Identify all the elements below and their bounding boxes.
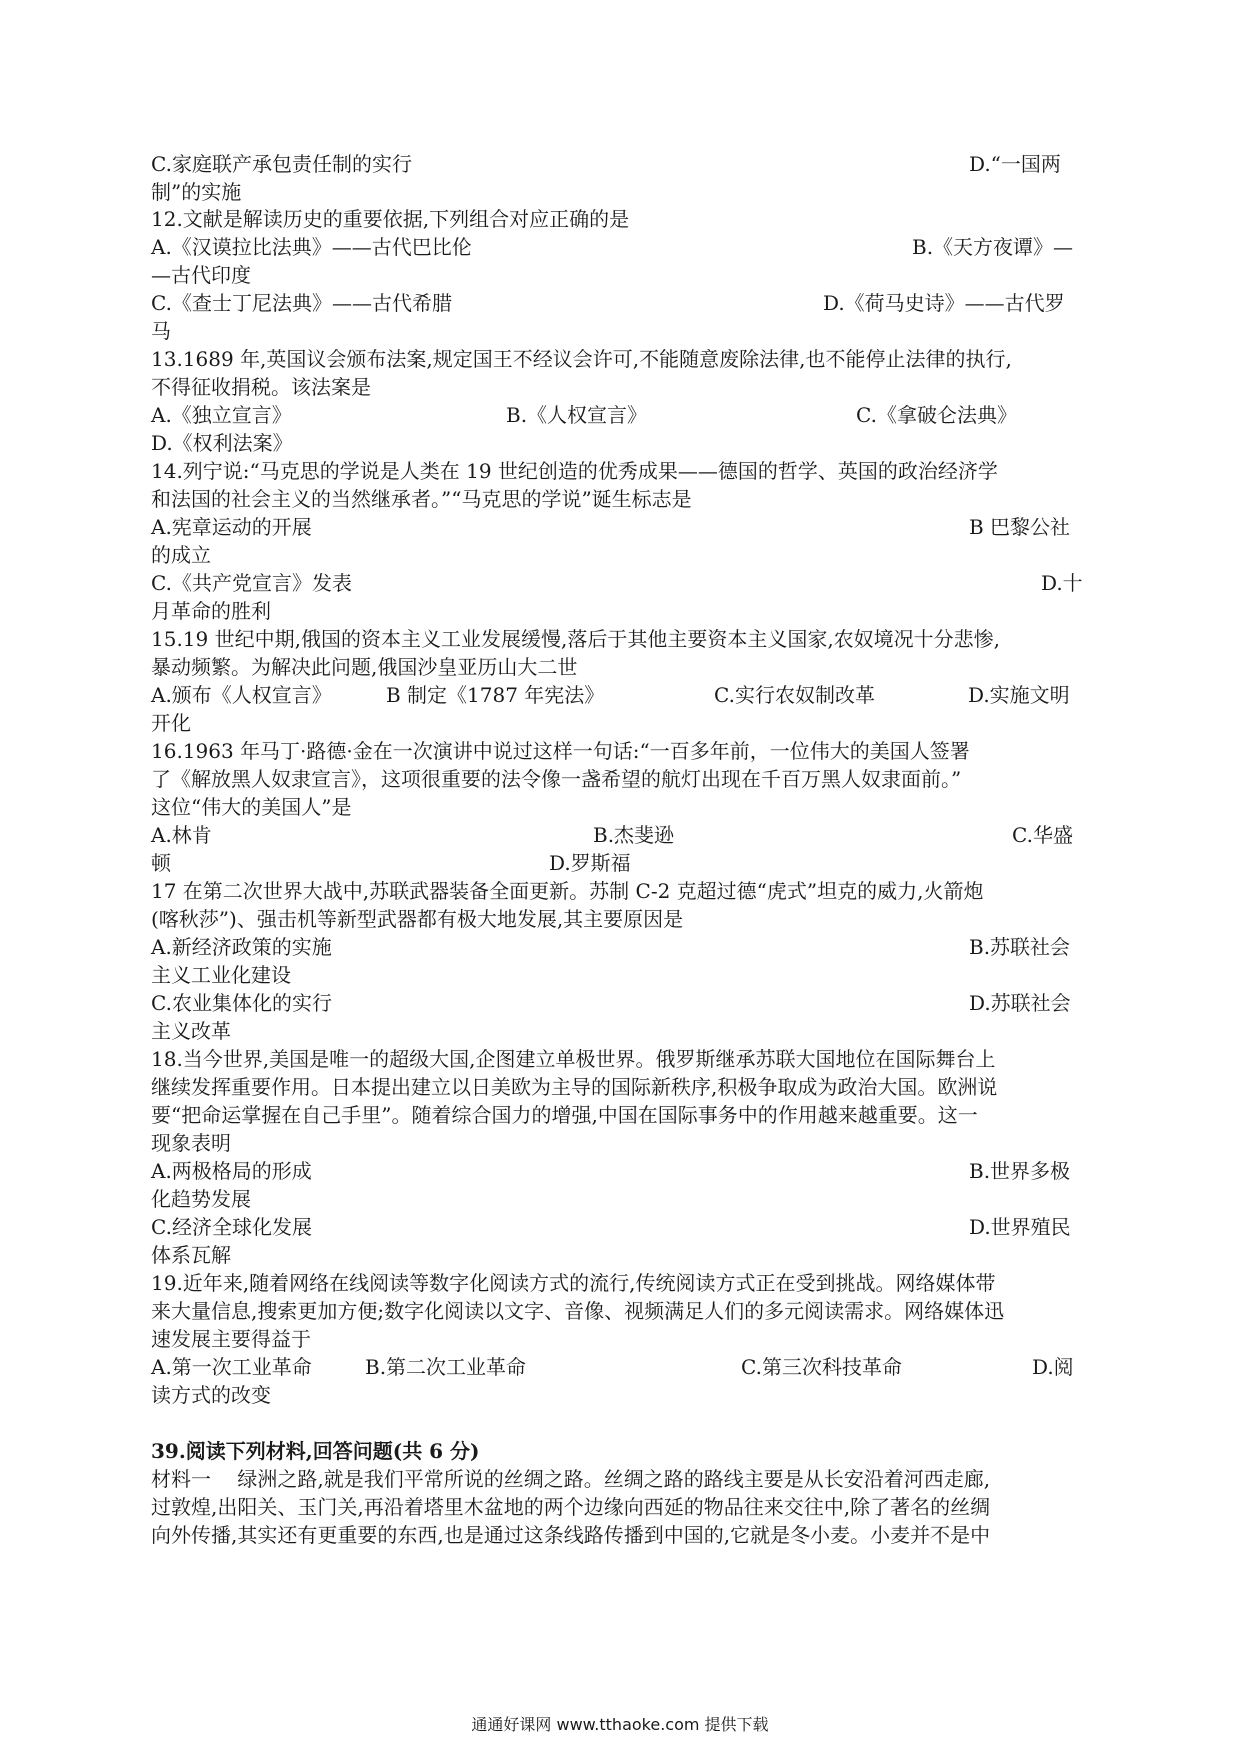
q18-option-d: D.世界殖民 bbox=[969, 1215, 1071, 1239]
q19-option-a: A.第一次工业革命 bbox=[151, 1355, 312, 1379]
q18-stem-4: 现象表明 bbox=[151, 1131, 231, 1155]
q19-option-d-cont bbox=[151, 1381, 1091, 1409]
q17-option-b-end: 主义工业化建设 bbox=[151, 963, 291, 987]
q13-option-d: D.《权利法案》 bbox=[151, 431, 293, 455]
q16-options-abc bbox=[151, 821, 1091, 849]
q14-option-c: C.《共产党宣言》发表 bbox=[151, 571, 352, 595]
q17-option-d-end: 主义改革 bbox=[151, 1019, 231, 1043]
q15-option-d: D.实施文明 bbox=[968, 683, 1070, 707]
q14-stem-1: 14.列宁说:“马克思的学说是人类在 19 世纪创造的优秀成果——德国的哲学、英国的政治经济学 bbox=[151, 459, 998, 483]
q14-option-b-cont bbox=[151, 541, 1091, 569]
q11-option-d: D.“一国两 bbox=[969, 152, 1061, 176]
q18-option-b-end: 化趋势发展 bbox=[151, 1187, 251, 1211]
q12-option-d: D.《荷马史诗》——古代罗 bbox=[823, 291, 1065, 315]
q16-stem-1: 16.1963 年马丁·路德·金在一次演讲中说过这样一句话:“一百多年前，一位伟大的美国人签署 bbox=[151, 739, 970, 763]
q17-options-cd bbox=[151, 989, 1091, 1017]
q16-option-d: D.罗斯福 bbox=[549, 851, 631, 875]
q12-option-b: B.《天方夜谭》— bbox=[912, 235, 1074, 259]
q16-option-a: A.林肯 bbox=[151, 823, 212, 847]
page-footer: 通通好课网 www.tthaoke.com 提供下载 bbox=[471, 1715, 769, 1734]
q12-option-b-end: —古代印度 bbox=[151, 263, 251, 287]
q14-options-cd bbox=[151, 569, 1091, 597]
q13-option-d-line bbox=[151, 429, 1091, 457]
q19-stem-3: 速发展主要得益于 bbox=[151, 1327, 311, 1351]
q11-option-d-cont bbox=[151, 178, 1091, 206]
q39-heading: 39.阅读下列材料,回答问题(共 6 分) bbox=[151, 1439, 480, 1463]
q18-option-b: B.世界多极 bbox=[969, 1159, 1071, 1183]
q11-option-d-end: 制”的实施 bbox=[151, 180, 242, 204]
q17-stem-1: 17 在第二次世界大战中,苏联武器装备全面更新。苏制 C-2 克超过德“虎式”坦克的威力,火箭炮 bbox=[151, 879, 984, 903]
q13-option-b: B.《人权宣言》 bbox=[506, 403, 648, 427]
q18-option-d-end: 体系瓦解 bbox=[151, 1243, 231, 1267]
q19-option-c: C.第三次科技革命 bbox=[741, 1355, 902, 1379]
q15-stem-2: 暴动频繁。为解决此问题,俄国沙皇亚历山大二世 bbox=[151, 655, 578, 679]
q18-stem-2: 继续发挥重要作用。日本提出建立以日美欧为主导的国际新秩序,积极争取成为政治大国。欧洲说 bbox=[151, 1075, 998, 1099]
q19-option-b: B.第二次工业革命 bbox=[365, 1355, 527, 1379]
q14-option-d-cont bbox=[151, 597, 1091, 625]
q15-option-b: B 制定《1787 年宪法》 bbox=[386, 683, 605, 707]
q18-options-cd bbox=[151, 1213, 1091, 1241]
q13-option-a: A.《独立宣言》 bbox=[151, 403, 292, 427]
q16-option-c: C.华盛 bbox=[1012, 823, 1073, 847]
q17-option-d: D.苏联社会 bbox=[969, 991, 1071, 1015]
q17-option-d-cont bbox=[151, 1017, 1091, 1045]
q12-stem: 12.文献是解读历史的重要依据,下列组合对应正确的是 bbox=[151, 207, 630, 231]
q17-option-a: A.新经济政策的实施 bbox=[151, 935, 332, 959]
q16-options-cont bbox=[151, 849, 1091, 877]
q13-stem-2: 不得征收捐税。该法案是 bbox=[151, 375, 371, 399]
q39-material-line-3: 向外传播,其实还有更重要的东西,也是通过这条线路传播到中国的,它就是冬小麦。小麦并不是中 bbox=[151, 1523, 991, 1547]
q13-option-c: C.《拿破仑法典》 bbox=[856, 403, 1017, 427]
q12-option-d-cont bbox=[151, 317, 1091, 345]
q14-option-b: B 巴黎公社 bbox=[969, 515, 1071, 539]
q15-option-d-cont bbox=[151, 709, 1091, 737]
q17-options-ab bbox=[151, 933, 1091, 961]
q19-stem-2: 来大量信息,搜索更加方便;数字化阅读以文字、音像、视频满足人们的多元阅读需求。网络媒体迅 bbox=[151, 1299, 1005, 1323]
q18-option-c: C.经济全球化发展 bbox=[151, 1215, 312, 1239]
q11-options-cd bbox=[151, 150, 1091, 178]
q15-option-a: A.颁布《人权宣言》 bbox=[151, 683, 332, 707]
q19-stem-1: 19.近年来,随着网络在线阅读等数字化阅读方式的流行,传统阅读方式正在受到挑战。网络媒体带 bbox=[151, 1271, 996, 1295]
q16-option-c-end: 顿 bbox=[151, 851, 171, 875]
q13-stem-1: 13.1689 年,英国议会颁布法案,规定国王不经议会许可,不能随意废除法律,也不能停止法律的执行, bbox=[151, 347, 1012, 371]
q14-option-d: D.十 bbox=[1041, 571, 1083, 595]
q14-option-d-end: 月革命的胜利 bbox=[151, 599, 271, 623]
q12-option-c: C.《查士丁尼法典》——古代希腊 bbox=[151, 291, 452, 315]
q12-option-b-cont bbox=[151, 261, 1091, 289]
q17-option-b-cont bbox=[151, 961, 1091, 989]
q12-options-ab bbox=[151, 233, 1091, 261]
q17-stem-2: (喀秋莎”)、强击机等新型武器都有极大地发展,其主要原因是 bbox=[151, 907, 684, 931]
q14-option-a: A.宪章运动的开展 bbox=[151, 515, 312, 539]
q11-option-c: C.家庭联产承包责任制的实行 bbox=[151, 152, 412, 176]
q19-options bbox=[151, 1353, 1091, 1381]
q16-option-b: B.杰斐逊 bbox=[593, 823, 675, 847]
q13-options-abc bbox=[151, 401, 1091, 429]
q15-option-d-end: 开化 bbox=[151, 711, 191, 735]
q14-options-ab bbox=[151, 513, 1091, 541]
q12-option-a: A.《汉谟拉比法典》——古代巴比伦 bbox=[151, 235, 472, 259]
q39-material-line-2: 过敦煌,出阳关、玉门关,再沿着塔里木盆地的两个边缘向西延的物品往来交往中,除了著名的丝绸 bbox=[151, 1495, 991, 1519]
q16-stem-2: 了《解放黑人奴隶宣言》，这项很重要的法令像一盏希望的航灯出现在千百万黑人奴隶面前。” bbox=[151, 767, 962, 791]
q15-option-c: C.实行农奴制改革 bbox=[714, 683, 875, 707]
q14-option-b-end: 的成立 bbox=[151, 543, 211, 567]
q18-stem-1: 18.当今世界,美国是唯一的超级大国,企图建立单极世界。俄罗斯继承苏联大国地位在国际舞台上 bbox=[151, 1047, 996, 1071]
q18-option-b-cont bbox=[151, 1185, 1091, 1213]
q14-stem-2: 和法国的社会主义的当然继承者。”“马克思的学说”诞生标志是 bbox=[151, 487, 692, 511]
q15-options bbox=[151, 681, 1091, 709]
q39-material-line-1: 材料一 绿洲之路,就是我们平常所说的丝绸之路。丝绸之路的路线主要是从长安沿着河西走廊, bbox=[151, 1467, 991, 1491]
q19-option-d: D.阅 bbox=[1032, 1355, 1074, 1379]
q18-options-ab bbox=[151, 1157, 1091, 1185]
q18-stem-3: 要“把命运掌握在自己手里”。随着综合国力的增强,中国在国际事务中的作用越来越重要。这一 bbox=[151, 1103, 978, 1127]
q16-stem-3: 这位“伟大的美国人”是 bbox=[151, 795, 352, 819]
q15-stem-1: 15.19 世纪中期,俄国的资本主义工业发展缓慢,落后于其他主要资本主义国家,农奴境况十分悲惨, bbox=[151, 627, 1001, 651]
q18-option-a: A.两极格局的形成 bbox=[151, 1159, 312, 1183]
q18-option-d-cont bbox=[151, 1241, 1091, 1269]
q19-option-d-end: 读方式的改变 bbox=[151, 1383, 271, 1407]
q17-option-c: C.农业集体化的实行 bbox=[151, 991, 332, 1015]
q12-option-d-end: 马 bbox=[151, 319, 171, 343]
q17-option-b: B.苏联社会 bbox=[969, 935, 1071, 959]
q12-options-cd bbox=[151, 289, 1091, 317]
